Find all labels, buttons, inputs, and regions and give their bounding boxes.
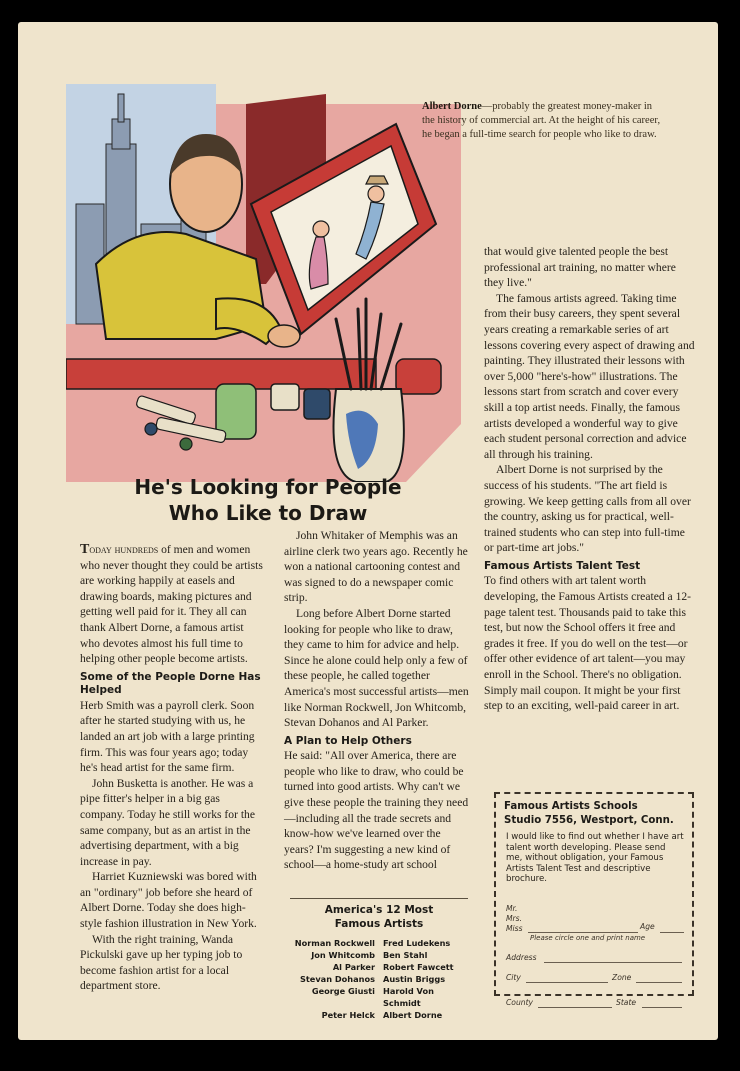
artist-name: Al Parker: [332, 962, 375, 972]
coupon-county-row: [494, 996, 694, 1016]
paragraph-john-whitaker: John Whitaker of Memphis was an airline clerk two years ago. Recently he won a national cartooning contest and was signed to do a newspaper comic strip.: [284, 529, 468, 605]
mail-coupon[interactable]: [494, 792, 694, 996]
intro-paragraph: [80, 542, 266, 667]
label-zone: Zone: [612, 973, 632, 982]
artist-name: Robert Fawcett: [383, 962, 454, 972]
label-state: State: [616, 998, 637, 1007]
label-address: Address: [506, 953, 537, 962]
artist-name: Fred Ludekens: [383, 938, 451, 948]
age-field-line[interactable]: [660, 932, 684, 933]
paragraph-artists-agreed: The famous artists agreed. Taking time from their busy careers, they spent several years creating a remarkable series of art lessons covering every aspect of drawing and painting. They illustrated their lessons with over 5,000 "here's-how" illustrations. The lessons start from scratch and cover every skill a top artist needs. Finally, the famous artists developed a wonderful way to give each student personal correction and advice all through his training.: [484, 291, 695, 461]
label-city: City: [506, 973, 521, 982]
artist-name: Harold Von Schmidt: [383, 986, 434, 1008]
famous-title-line-2: Famous Artists: [334, 918, 424, 930]
paragraph-harriet-kuzniewski: Harriet Kuzniewski was bored with an "ordinary" job before she heard of Albert Dorne. Today she does high-style fashion illustration in New York.: [80, 870, 257, 931]
paragraph-continued: that would give talented people the best professional art training, no matter where they live.": [484, 245, 676, 290]
famous-artists-list: [286, 898, 472, 1021]
subhead-plan: A Plan to Help Others: [284, 734, 412, 747]
coupon-heading: [496, 794, 692, 828]
label-age: Age: [640, 922, 655, 931]
paragraph-talent-test: To find others with art talent worth developing, the Famous Artists created a 12-page talent test. Thousands paid to take this test, but now the School offers it free and grades it free. If you do well on the test—or offer other evidence of art talent—you may enroll in the School. There's no obligation. Simply mail coupon. It might be your first step to an exciting, well-paid career in art.: [484, 574, 692, 713]
artist-name: Norman Rockwell: [294, 938, 375, 948]
city-field-line[interactable]: [526, 982, 608, 983]
coupon-body: I would like to find out whether I have art talent worth developing. Please send me, without obligation, your Famous Artists Talent Test and descriptive brochure.: [506, 832, 684, 885]
artist-names: [286, 937, 472, 1021]
artist-name: Austin Briggs: [383, 974, 446, 984]
coupon-studio-address: Studio 7556, Westport, Conn.: [504, 815, 674, 826]
paragraph-not-surprised: Albert Dorne is not surprised by the success of his students. "The art field is growing. We keep getting calls from all over the country, asking us for practical, well-trained students who can step into full-time or part-time art jobs.": [484, 463, 691, 555]
label-county: County: [506, 998, 534, 1007]
albert-dorne-illustration: [66, 84, 461, 482]
paragraph-he-said: He said: "All over America, there are people who like to draw, who could be turned into good artists. Why can't we give these people the training they need—including all the trade secrets and know-how we've learned over the years? I'm suggesting a new kind of school—a home-study art school: [284, 749, 469, 872]
divider: [290, 898, 468, 899]
intro-dropcap: T: [80, 542, 90, 557]
caption-text: —probably the greatest money-maker in the history of commercial art. At the height of his career, he began a full-time search for people who like to draw.: [422, 101, 661, 140]
paragraph-long-before: Long before Albert Dorne started looking for people who like to draw, they came to him for advice and help. Since he alone could help only a few of these people, he called together America's most successful artists—men like Norman Rockwell, Jon Whitcomb, Stevan Dohanos and Al Parker.: [284, 606, 469, 730]
address-field-line[interactable]: [544, 962, 682, 963]
coupon-school-name: Famous Artists Schools: [504, 801, 638, 812]
artist-name: Stevan Dohanos: [299, 974, 375, 984]
paragraph-wanda-pickulski: With the right training, Wanda Pickulski gave up her typing job to become fashion artist for a local department store.: [80, 932, 243, 993]
county-field-line[interactable]: [538, 1007, 612, 1008]
headline-line-2: Who Like to Draw: [168, 501, 368, 525]
man-hand: [268, 325, 300, 347]
name-field-line[interactable]: [528, 932, 638, 933]
artist-name: Albert Dorne: [383, 1010, 443, 1020]
subhead-people-helped: Some of the People Dorne Has Helped: [80, 670, 261, 697]
illustration-caption: [422, 100, 662, 142]
caption-name: Albert Dorne: [422, 101, 482, 112]
headline-line-1: He's Looking for People: [134, 475, 402, 499]
label-mrs: Mrs.: [506, 914, 523, 923]
column-3: [484, 244, 696, 714]
headline: [98, 474, 438, 526]
subhead-talent-test: Famous Artists Talent Test: [484, 559, 641, 572]
artist-name: Jon Whitcomb: [311, 950, 375, 960]
intro-smallcaps: oday hundreds: [89, 543, 159, 556]
intro-text: of men and women who never thought they could be artists are working happily at easels and drawing boards, making pictures and getting well paid for it. They all can thank Albert Dorne, a famous artist who devotes almost his full time to helping other people become artists.: [80, 543, 263, 666]
paragraph-herb-smith: Herb Smith was a payroll clerk. Soon after he started studying with us, he landed an art job with a large printing firm. This was four years ago; today he's head artist for the same firm.: [80, 698, 255, 775]
artist-name: Peter Helck: [321, 1010, 375, 1020]
column-2: [284, 528, 470, 873]
artist-name: George Giusti: [311, 986, 375, 996]
artist-name: Ben Stahl: [383, 950, 428, 960]
zone-field-line[interactable]: [636, 982, 682, 983]
label-miss: Miss: [506, 924, 523, 933]
print-note: Please circle one and print name: [530, 934, 646, 942]
comic-back-cover-page: [18, 22, 718, 1040]
column-1: [80, 542, 266, 994]
label-mr: Mr.: [506, 904, 518, 913]
famous-title-line-1: America's 12 Most: [324, 904, 434, 916]
paragraph-john-busketta: John Busketta is another. He was a pipe fitter's helper in a big gas company. Today he still works for the same company, but as an artist in the advertising department, with a big increase in pay.: [80, 776, 255, 868]
state-field-line[interactable]: [642, 1007, 682, 1008]
